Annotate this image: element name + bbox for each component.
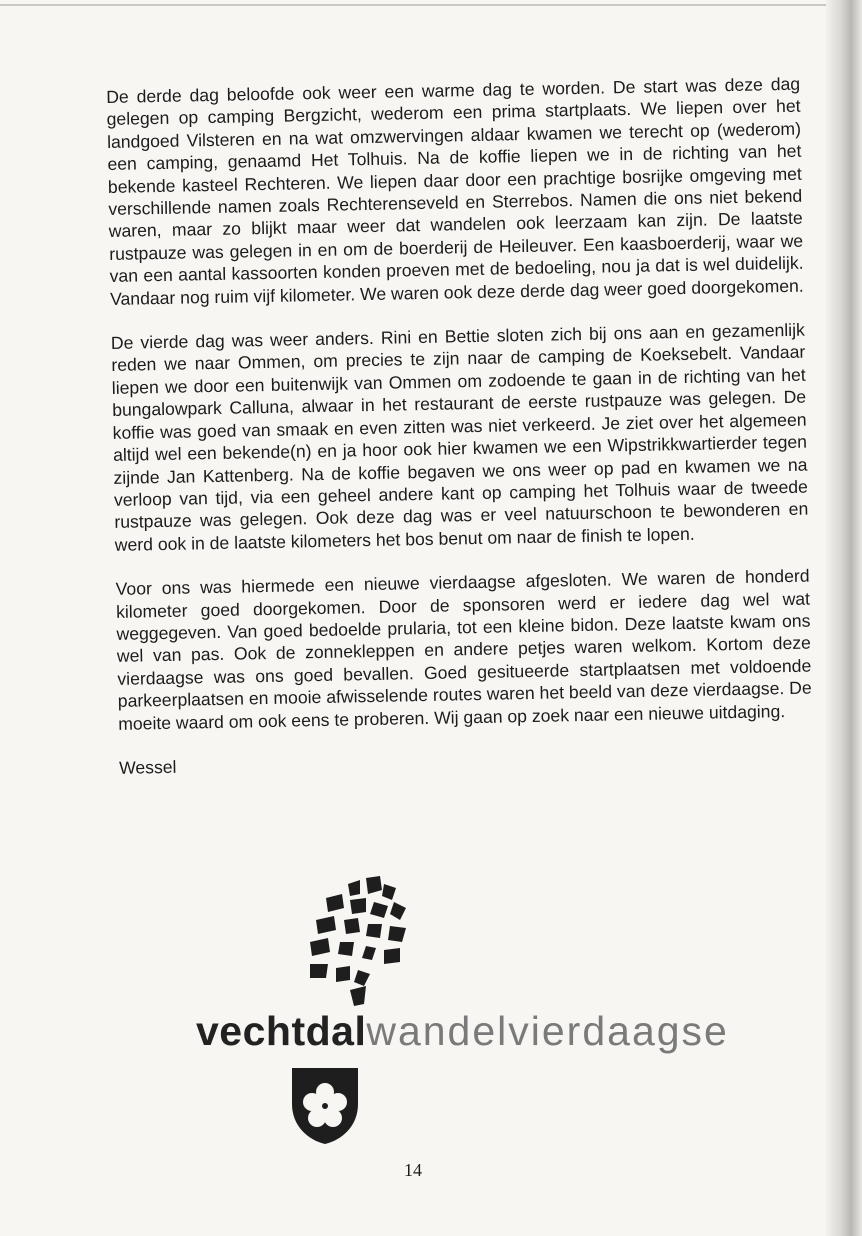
- page-number: 14: [404, 1160, 422, 1180]
- shield-flower-icon: [286, 1064, 364, 1146]
- vechtdal-logo: [196, 872, 786, 1142]
- logo-word-wandelvierdaagse: wandelvierdaagse: [366, 1008, 729, 1054]
- logo-wordmark: [196, 1008, 729, 1054]
- paragraph-day-four: De vierde dag was weer anders. Rini en Bettie sloten zich bij ons aan en gezamenlijk reden we naar Ommen, om precies te zijn naar de camping de Koeksebelt. Vandaar liepen we door een buitenwijk van Ommen om zodoende te gaan in de richting van het bungalowpark Calluna, alwaar in het restaurant de eerste rustpauze was gelegen. De koffie was goed van smaak en even zitten was niet verkeerd. Je ziet over het algemeen altijd wel een bekende(n) en ja hoor ook hier kwamen we een Wipstrikkwartierder tegen zijnde Jan Kattenberg. Na de koffie begaven we ons weer op pad en kwamen we na verloop van tijd, via een geheel andere kant op camping het Tolhuis waar de tweede rustpauze was gelegen. Ook deze dag was er veel natuurschoon te bewonderen en werd ook in de laatste kilometers het bos benut om naar de finish te lopen.: [110, 319, 809, 555]
- logo-word-vechtdal: vechtdal: [196, 1008, 367, 1054]
- paragraph-day-three: De derde dag beloofde ook weer een warme dag te worden. De start was deze dag gelegen op camping Bergzicht, wederom een prima startplaats. We liepen over het landgoed Vilsteren en na wat omzwervingen aldaar kwamen we terecht op (wederom) een camping, genaamd Het Tolhuis. Na de koffie liepen we in de richting van het bekende kasteel Rechteren. We liepen daar door een prachtige bosrijke omgeving met verschillende namen zoals Rechterenseveld en Sterrebos. Namen die ons niet bekend waren, maar zo blijkt maar weer dat wandelen ook leerzaam kan zijn. De laatste rustpauze was gelegen in en om de boerderij de Heileuver. Een kaasboerderij, waar we van een aantal kassoorten konden proeven met de bedoeling, nou ja dat is wel duidelijk. Vandaar nog ruim vijf kilometer. We waren ook deze derde dag weer goed doorgekomen.: [106, 73, 804, 309]
- scan-binding-edge: [826, 0, 862, 1236]
- paragraph-conclusion: Voor ons was hiermede een nieuwe vierdaagse afgesloten. We waren de honderd kilometer goed doorgekomen. Door de sponsoren werd er iedere dag wel wat weggegeven. Van goed bedoelde prularia, tot een kleine bidon. Deze laatste kwam ons wel van pas. Ook de zonnekleppen en andere petjes waren welkom. Kortom deze vierdaagse was ons goed bevallen. Goed gesitueerde startplaatsen met voldoende parkeerplaatsen en mooie afwisselende routes waren het beeld van deze vierdaagse. De moeite waard om ook eens te proberen. Wij gaan op zoek naar een nieuwe uitdaging.: [115, 565, 812, 734]
- boot-print-icon: [296, 872, 426, 1012]
- article-body: [106, 73, 813, 779]
- scan-top-edge: [0, 4, 826, 6]
- author-signature: Wessel: [118, 756, 177, 778]
